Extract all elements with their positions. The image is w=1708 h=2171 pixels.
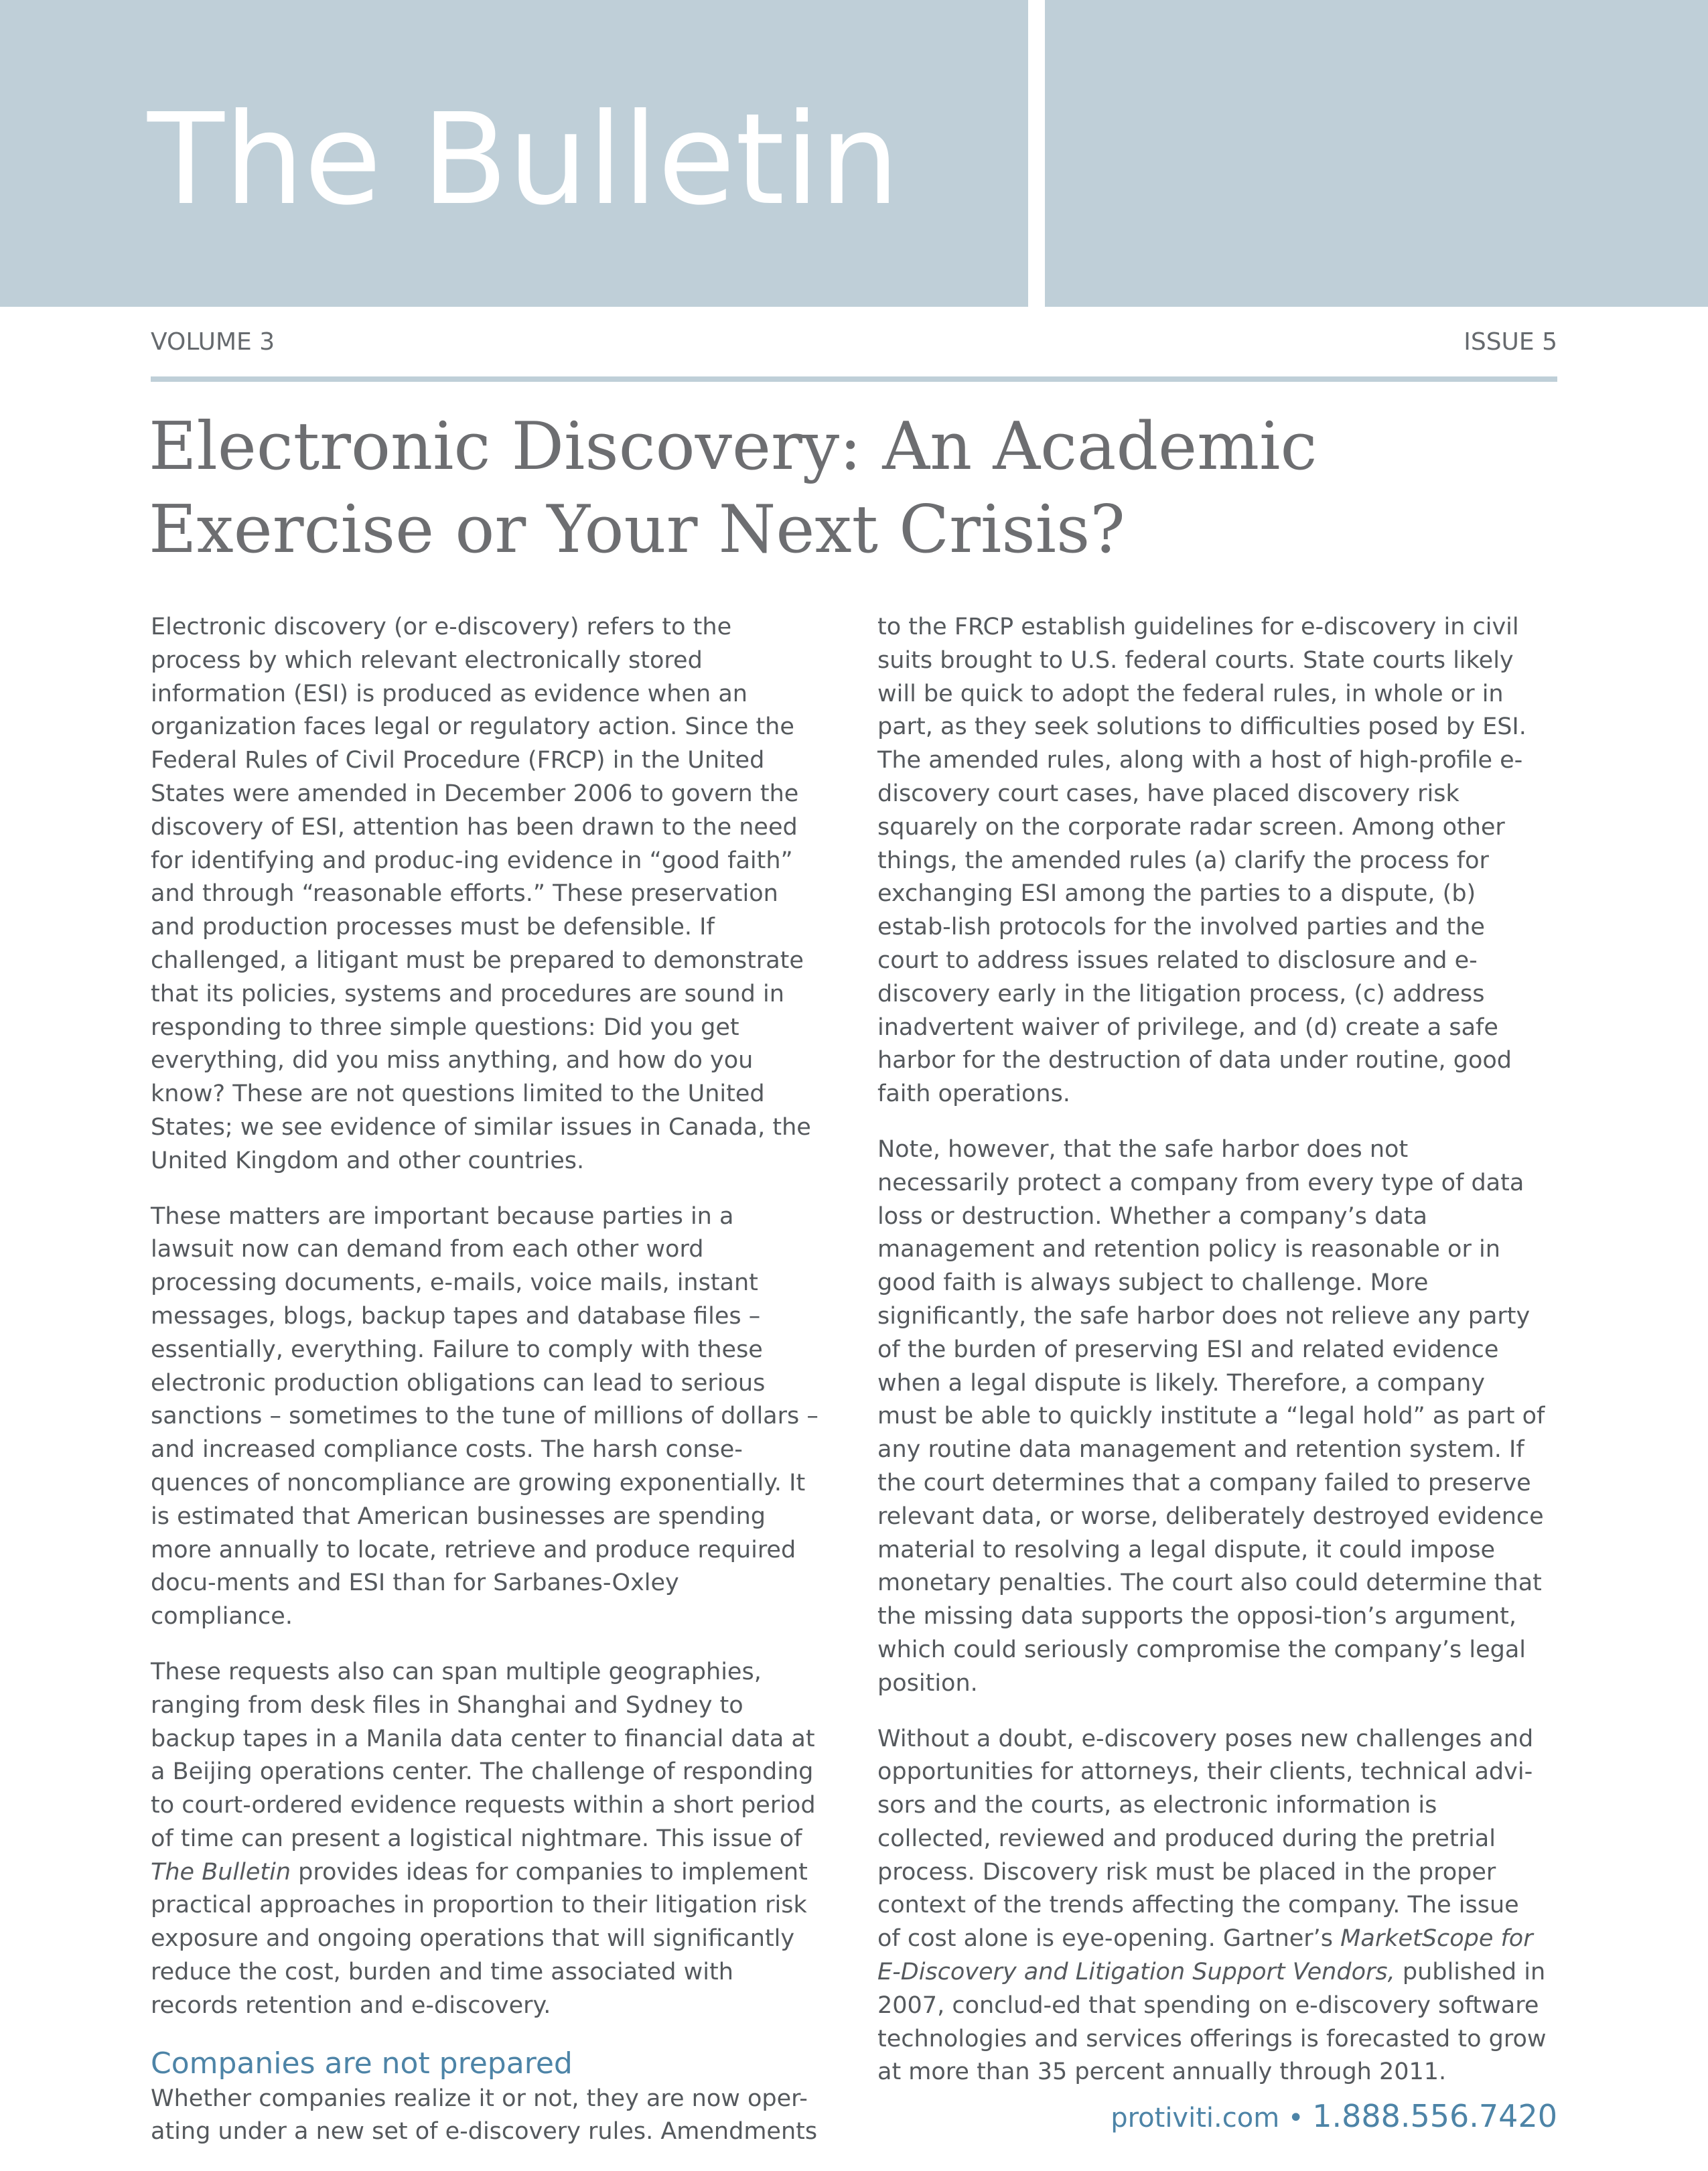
issue-label: ISSUE 5 bbox=[1464, 328, 1557, 356]
phone-number: 1.888.556.7420 bbox=[1312, 2098, 1557, 2134]
header-divider bbox=[151, 376, 1557, 382]
headline-line-2: Exercise or Your Next Crisis? bbox=[149, 492, 1125, 568]
volume-label: VOLUME 3 bbox=[151, 328, 275, 356]
paragraph: Note, however, that the safe harbor does not necessarily protect a company from every type of data loss or destruction. Whether a company’s data management and retention policy is reasonable or in good faith is always subject to challenge. More significantly, the safe harbor does not relieve any party of the burden of preserving ESI and related evidence when a legal dispute is likely. Therefore, a company must be able to quickly institute a “legal hold” as part of any routine data management and retention system. If the court determines that a company failed to preserve relevant data, or worse, deliberately destroyed evidence material to resolving a legal dispute, it could impose monetary penalties. The court also could determine that the missing data supports the opposi-tion’s argument, which could seriously compromise the company’s legal position. bbox=[877, 1135, 1545, 1697]
body-column-right bbox=[877, 611, 1547, 2111]
footer-contact bbox=[1111, 2098, 1557, 2134]
header-banner-left bbox=[0, 0, 1028, 307]
paragraph: to the FRCP establish guidelines for e-discovery in civil suits brought to U.S. federal courts. State courts likely will be quick to adopt the federal rules, in whole or in part, as they seek solutions to difficulties posed by ESI. The amended rules, along with a host of high-profile e-discovery court cases, have placed discovery risk squarely on the corporate radar screen. Among other things, the amended rules (a) clarify the process for exchanging ESI among the parties to a dispute, (b) estab-lish protocols for the involved parties and the court to address issues related to disclosure and e-discovery early in the litigation process, (c) address inadvertent waiver of privilege, and (d) create a safe harbor for the destruction of data under routine, good faith operations. bbox=[877, 614, 1526, 1108]
paragraph: These matters are important because parties in a lawsuit now can demand from each other word processing documents, e-mails, voice mails, instant messages, blogs, backup tapes and database files – essentially, everything. Failure to comply with these electronic production obligations can lead to serious sanctions – sometimes to the tune of millions of dollars – and increased compliance costs. The harsh conse-quences of noncompliance are growing exponentially. It is estimated that American businesses are spending more annually to locate, retrieve and produce required docu-ments and ESI than for Sarbanes-Oxley compliance. bbox=[151, 1202, 819, 1630]
body-column-left bbox=[151, 611, 821, 2171]
headline-line-1: Electronic Discovery: An Academic bbox=[149, 409, 1318, 485]
paragraph: Without a doubt, e-discovery poses new challenges and opportunities for attorneys, their clients, technical advi-sors and the courts, as electronic information is collected, reviewed and produced during the pretrial process. Discovery risk must be placed in the proper context of the trends affecting the company. The issue of cost alone is eye-opening. Gartner’s MarketScope for E-Discovery and Litigation Support Vendors, published in 2007, conclud-ed that spending on e-discovery software technologies and services offerings is forecasted to grow at more than 35 percent annually through 2011. bbox=[877, 1725, 1547, 2086]
header-banner-right bbox=[1045, 0, 1708, 307]
article-headline bbox=[149, 405, 1555, 571]
website-link[interactable]: protiviti.com bbox=[1111, 2103, 1280, 2133]
publication-name-italic: The Bulletin bbox=[151, 1858, 291, 1886]
paragraph: Electronic discovery (or e-discovery) refers to the process by which relevant electronically stored information (ESI) is produced as evidence when an organization faces legal or regulatory action. Since the Federal Rules of Civil Procedure (FRCP) in the United States were amended in December 2006 to govern the discovery of ESI, attention has been drawn to the need for identifying and produc-ing evidence in “good faith” and through “reasonable efforts.” These preservation and production processes must be defensible. If challenged, a litigant must be prepared to demonstrate that its policies, systems and procedures are sound in responding to three simple questions: Did you get everything, did you miss anything, and how do you know? These are not questions limited to the United States; we see evidence of similar issues in Canada, the United Kingdom and other countries. bbox=[151, 614, 811, 1174]
section-heading: Companies are not prepared bbox=[151, 2046, 573, 2081]
report-title-italic: MarketScope for E-Discovery and Litigation Support Vendors, bbox=[877, 1925, 1533, 1986]
publication-title: The Bulletin bbox=[147, 86, 900, 233]
footer-separator: • bbox=[1279, 2103, 1313, 2133]
paragraph: These requests also can span multiple geographies, ranging from desk files in Shanghai and Sydney to backup tapes in a Manila data center to financial data at a Beijing operations center. The challenge of responding to court-ordered evidence requests within a short period of time can present a logistical nightmare. This issue of The Bulletin provides ideas for companies to implement practical approaches in proportion to their litigation risk exposure and ongoing operations that will significantly reduce the cost, burden and time associated with records retention and e-discovery. bbox=[151, 1658, 816, 2019]
paragraph: Whether companies realize it or not, they are now oper-ating under a new set of e-discovery rules. Amendments bbox=[151, 2085, 818, 2146]
